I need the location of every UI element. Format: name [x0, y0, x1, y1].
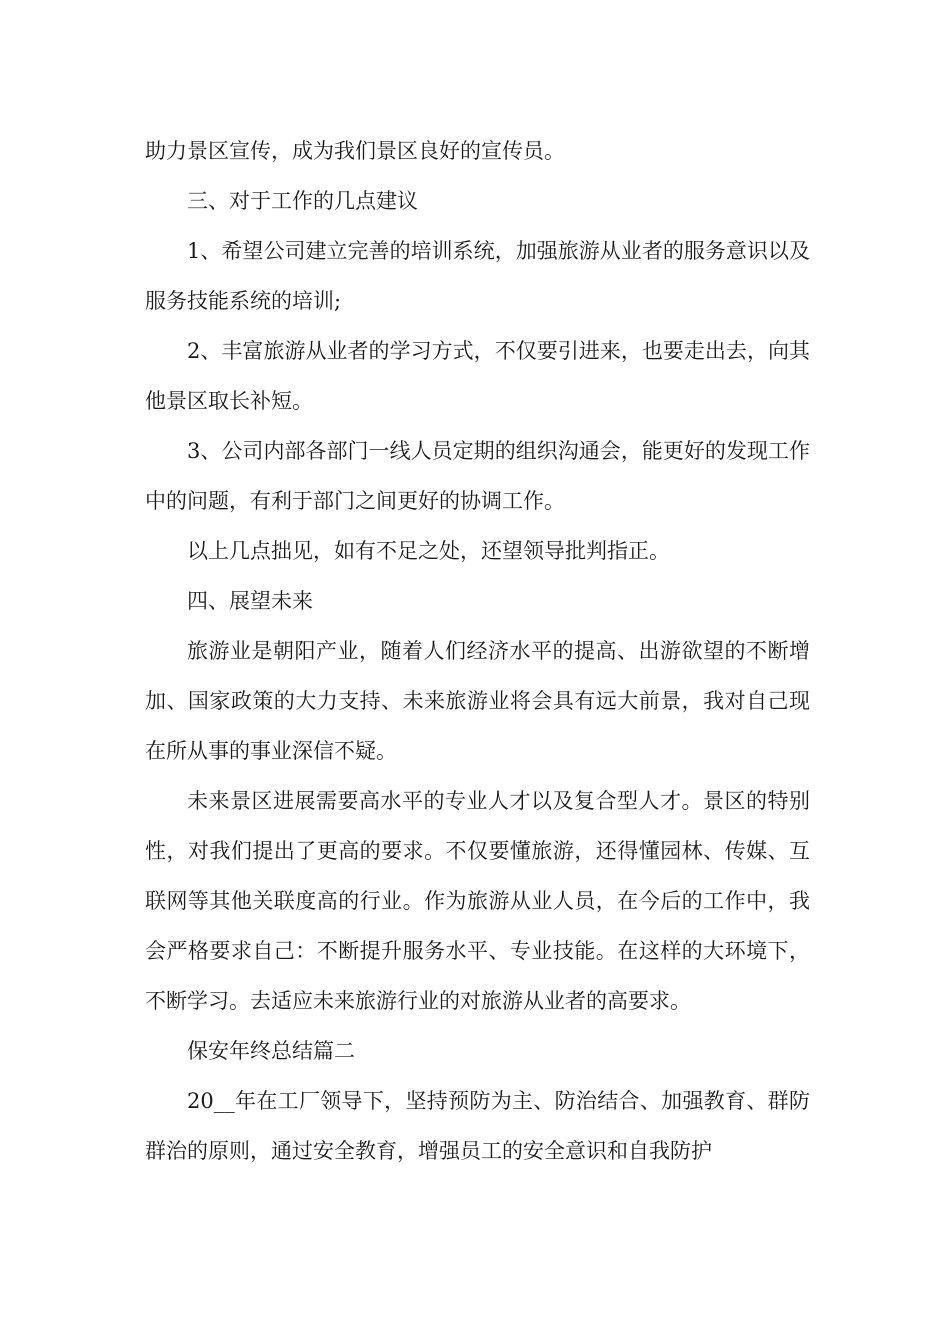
suggestion-item-2: 2、丰富旅游从业者的学习方式，不仅要引进来，也要走出去，向其他景区取长补短。	[145, 339, 810, 413]
suggestion-item-3: 3、公司内部各部门一线人员定期的组织沟通会，能更好的发现工作中的问题，有利于部门之间更好的协调工作。	[145, 439, 810, 513]
section-heading-outlook: 四、展望未来	[187, 589, 313, 613]
section-heading-suggestions: 三、对于工作的几点建议	[187, 189, 418, 213]
paragraph-closing-remark: 以上几点拙见，如有不足之处，还望领导批判指正。	[187, 539, 670, 563]
paragraph-continuation: 助力景区宣传，成为我们景区良好的宣传员。	[145, 139, 565, 163]
paragraph-future-development: 未来景区进展需要高水平的专业人才以及复合型人才。景区的特别性，对我们提出了更高的要求。不仅要懂旅游，还得懂园林、传媒、互联网等其他关联度高的行业。作为旅游从业人员，在今后的工作中，我会严格要求自己：不断提升服务水平、专业技能。在这样的大环境下，不断学习。去适应未来旅游行业的对旅游从业者的高要求。	[145, 789, 810, 1013]
article-heading-part-two: 保安年终总结篇二	[187, 1039, 355, 1063]
paragraph-security-summary: 20__年在工厂领导下，坚持预防为主、防治结合、加强教育、群防群治的原则，通过安全教育，增强员工的安全意识和自我防护	[145, 1089, 810, 1163]
document-body	[145, 126, 810, 1176]
paragraph-tourism-industry: 旅游业是朝阳产业，随着人们经济水平的提高、出游欲望的不断增加、国家政策的大力支持、未来旅游业将会具有远大前景，我对自己现在所从事的事业深信不疑。	[145, 639, 810, 763]
suggestion-item-1: 1、希望公司建立完善的培训系统，加强旅游从业者的服务意识以及服务技能系统的培训;	[145, 239, 810, 313]
